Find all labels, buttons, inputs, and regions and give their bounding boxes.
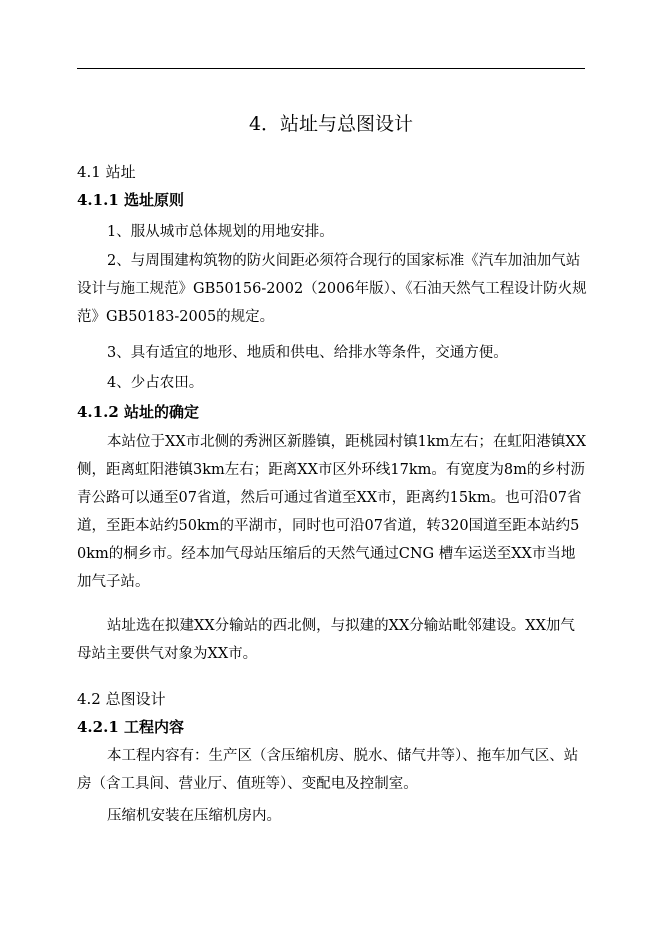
principle-item-3: 3、具有适宜的地形、地质和供电、给排水等条件，交通方便。: [107, 345, 508, 361]
works-paragraph-1: 本工程内容有：生产区（含压缩机房、脱水、储气井等）、拖车加气区、站房（含工具间、营业厅、值班等）、变配电及控制室。: [77, 748, 579, 792]
chapter-title: 4．站址与总图设计: [248, 113, 414, 135]
section-4-1-2-heading: 4.1.2 站址的确定: [77, 403, 199, 421]
header-rule: [77, 68, 585, 69]
section-4-2-heading: 4.2 总图设计: [77, 690, 166, 708]
site-paragraph-2: 站址选在拟建XX分输站的西北侧，与拟建的XX分输站毗邻建设。XX加气母站主要供气对象为XX市。: [77, 618, 575, 662]
site-paragraph-1: 本站位于XX市北侧的秀洲区新塍镇，距桃园村镇1km左右；在虹阳港镇XX侧，距离虹阳港镇3km左右；距离XX市区外环线17km。有宽度为8m的乡村沥青公路可以通至07省道，然后可通过省道至XX市，距离约15km。也可沿07省道，至距本站约50km的平湖市，同时也可沿07省道，转320国道至距本站约50km的桐乡市。经本加气母站压缩后的天然气通过CNG 槽车运送至XX市当地加气子站。: [77, 434, 587, 590]
principle-item-1: 1、服从城市总体规划的用地安排。: [107, 224, 334, 240]
works-paragraph-2: 压缩机安装在压缩机房内。: [107, 808, 281, 824]
section-4-1-heading: 4.1 站址: [77, 163, 136, 181]
section-4-2-1-heading: 4.2.1 工程内容: [77, 718, 184, 736]
principle-item-4: 4、少占农田。: [107, 375, 204, 391]
section-4-1-1-heading: 4.1.1 选址原则: [77, 191, 184, 209]
principle-item-2: 2、与周围建构筑物的防火间距必须符合现行的国家标准《汽车加油加气站设计与施工规范》GB50156-2002（2006年版）、《石油天然气工程设计防火规范》GB50183-2005的规定。: [77, 253, 587, 325]
